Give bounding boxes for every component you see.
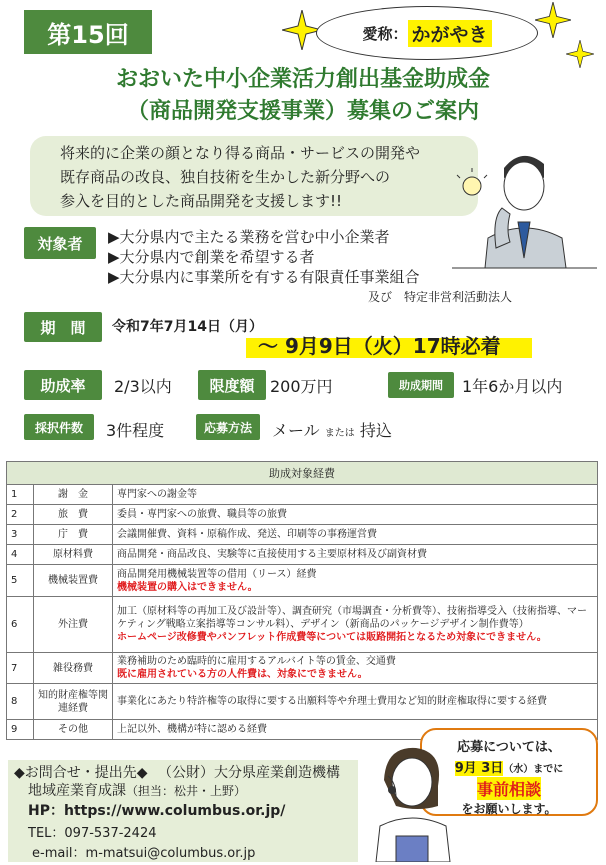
round-badge: 第15回 [24,10,152,54]
notice-line3: をお願いします。 [461,802,557,816]
notice-highlight: 事前相談 [477,777,541,800]
target-extra: 及び 特定非営利活動法人 [368,290,513,304]
intro-line: 参入を目的とした商品開発を支援します!! [60,192,343,210]
row-number: 8 [7,684,34,720]
contact-tel: TEL：097-537-2424 [28,826,157,841]
count-label: 採択件数 [24,414,94,440]
row-number: 6 [7,597,34,653]
row-item: 知的財産権等関連経費 [34,684,113,720]
intro-line: 将来的に企業の顔となり得る商品・サービスの開発や [60,144,421,162]
contact-hp[interactable]: HP：https://www.columbus.or.jp/ [28,803,286,819]
rate-label: 助成率 [24,370,102,400]
row-desc: 加工（原材料等の再加工及び設計等）、調査研究（市場調査・分析費等）、技術指導受入（技術指導、マーケティング戦略立案指導等コンサル料）、デザイン（新商品のパッケージデザイン制作費等） [117,606,587,630]
row-number: 2 [7,505,34,525]
page-title-line2: （商品開発支援事業）募集のご案内 [126,99,479,124]
businessman-illustration [452,138,597,298]
row-item: 庁 費 [34,525,113,545]
contact-staff: （担当：松井・上野） [126,784,247,798]
notice-line1: 応募については、 [457,740,561,755]
row-number: 7 [7,653,34,684]
row-desc: 商品開発用機械装置等の借用（リース）経費 [117,568,317,580]
period-end: ～ 9月9日（火）17時必着 [258,334,501,358]
nickname-value: かがやき [408,20,492,47]
row-number: 9 [7,720,34,740]
target-item: ▶大分県内で主たる業務を営む中小企業者 [108,228,390,246]
duration-value: 1年6か月以内 [462,377,563,396]
table-row [7,525,598,545]
row-item: 雑役務費 [34,653,113,684]
table-header: 助成対象経費 [7,462,598,485]
method-label: 応募方法 [196,414,260,440]
row-item: 旅 費 [34,505,113,525]
period-start: 令和7年7月14日（月） [112,319,263,335]
page-title-line1: おおいた中小企業活力創出基金助成金 [115,67,490,92]
row-desc: 上記以外、機構が特に認める経費 [113,720,598,740]
row-note: ホームページ改修費やパンフレット作成費等については販路開拓となるため対象にできません。 [117,632,547,643]
rate-value: 2/3以内 [114,377,172,396]
row-number: 3 [7,525,34,545]
period-label: 期 間 [24,312,102,342]
intro-line: 既存商品の改良、独自技術を生かした新分野への [60,168,391,186]
nickname-bubble [316,6,538,60]
table-row [7,653,598,684]
table-row [7,485,598,505]
contact-org: （公財）大分県産業創造機構 [158,765,340,781]
count-value: 3件程度 [106,421,165,440]
row-item: 謝 金 [34,485,113,505]
star-decoration [535,2,571,38]
target-item: ▶大分県内に事業所を有する有限責任事業組合 [108,268,420,286]
table-header-row [7,462,598,485]
row-desc: 会議開催費、資料・原稿作成、発送、印刷等の事務運営費 [113,525,598,545]
row-desc: 事業化にあたり特許権等の取得に要する出願料等や弁理士費用など知的財産権取得に要する経費 [113,684,598,720]
expense-table-wrapper [6,461,598,740]
row-desc: 委員・専門家への旅費、職員等の旅費 [113,505,598,525]
contact-dept-line [28,780,246,800]
row-desc-cell [113,565,598,597]
row-number: 1 [7,485,34,505]
row-desc: 専門家への謝金等 [113,485,598,505]
method-or: または [324,428,355,439]
table-row [7,505,598,525]
limit-value: 200万円 [270,377,333,396]
row-desc: 業務補助のため臨時的に雇用するアルバイト等の賃金、交通費 [117,656,396,667]
contact-dept: 地域産業育成課 [28,783,126,799]
row-desc-cell [113,597,598,653]
contact-heading-text: ◆お問合せ・提出先◆ [14,765,148,781]
table-row [7,565,598,597]
target-label: 対象者 [24,227,96,259]
table-row [7,545,598,565]
row-desc-cell [113,653,598,684]
notice-dow: （水）までに [503,764,564,775]
contact-heading [14,762,340,782]
row-desc: 商品開発・商品改良、実験等に直接使用する主要原材料及び副資材費 [113,545,598,565]
row-item: 原材料費 [34,545,113,565]
row-number: 4 [7,545,34,565]
notice-date: 9月 3日 [454,761,504,776]
row-item: 機械装置費 [34,565,113,597]
table-row [7,684,598,720]
contact-email[interactable]: e-mail：m-matsui@columbus.or.jp [32,846,256,861]
method-carry: 持込 [359,421,392,440]
row-note: 機械装置の購入はできません。 [117,581,258,593]
nickname-label: 愛称： [362,24,408,43]
row-item: その他 [34,720,113,740]
row-item: 外注費 [34,597,113,653]
method-value [272,418,392,441]
target-item: ▶大分県内で創業を希望する者 [108,248,315,266]
duration-label: 助成期間 [388,372,454,398]
row-note: 既に雇用されている方の人件費は、対象にできません。 [117,669,368,680]
table-row [7,597,598,653]
operator-illustration [366,740,456,862]
limit-label: 限度額 [198,370,266,400]
method-mail: メール [272,421,320,440]
row-number: 5 [7,565,34,597]
expense-table [6,461,598,740]
